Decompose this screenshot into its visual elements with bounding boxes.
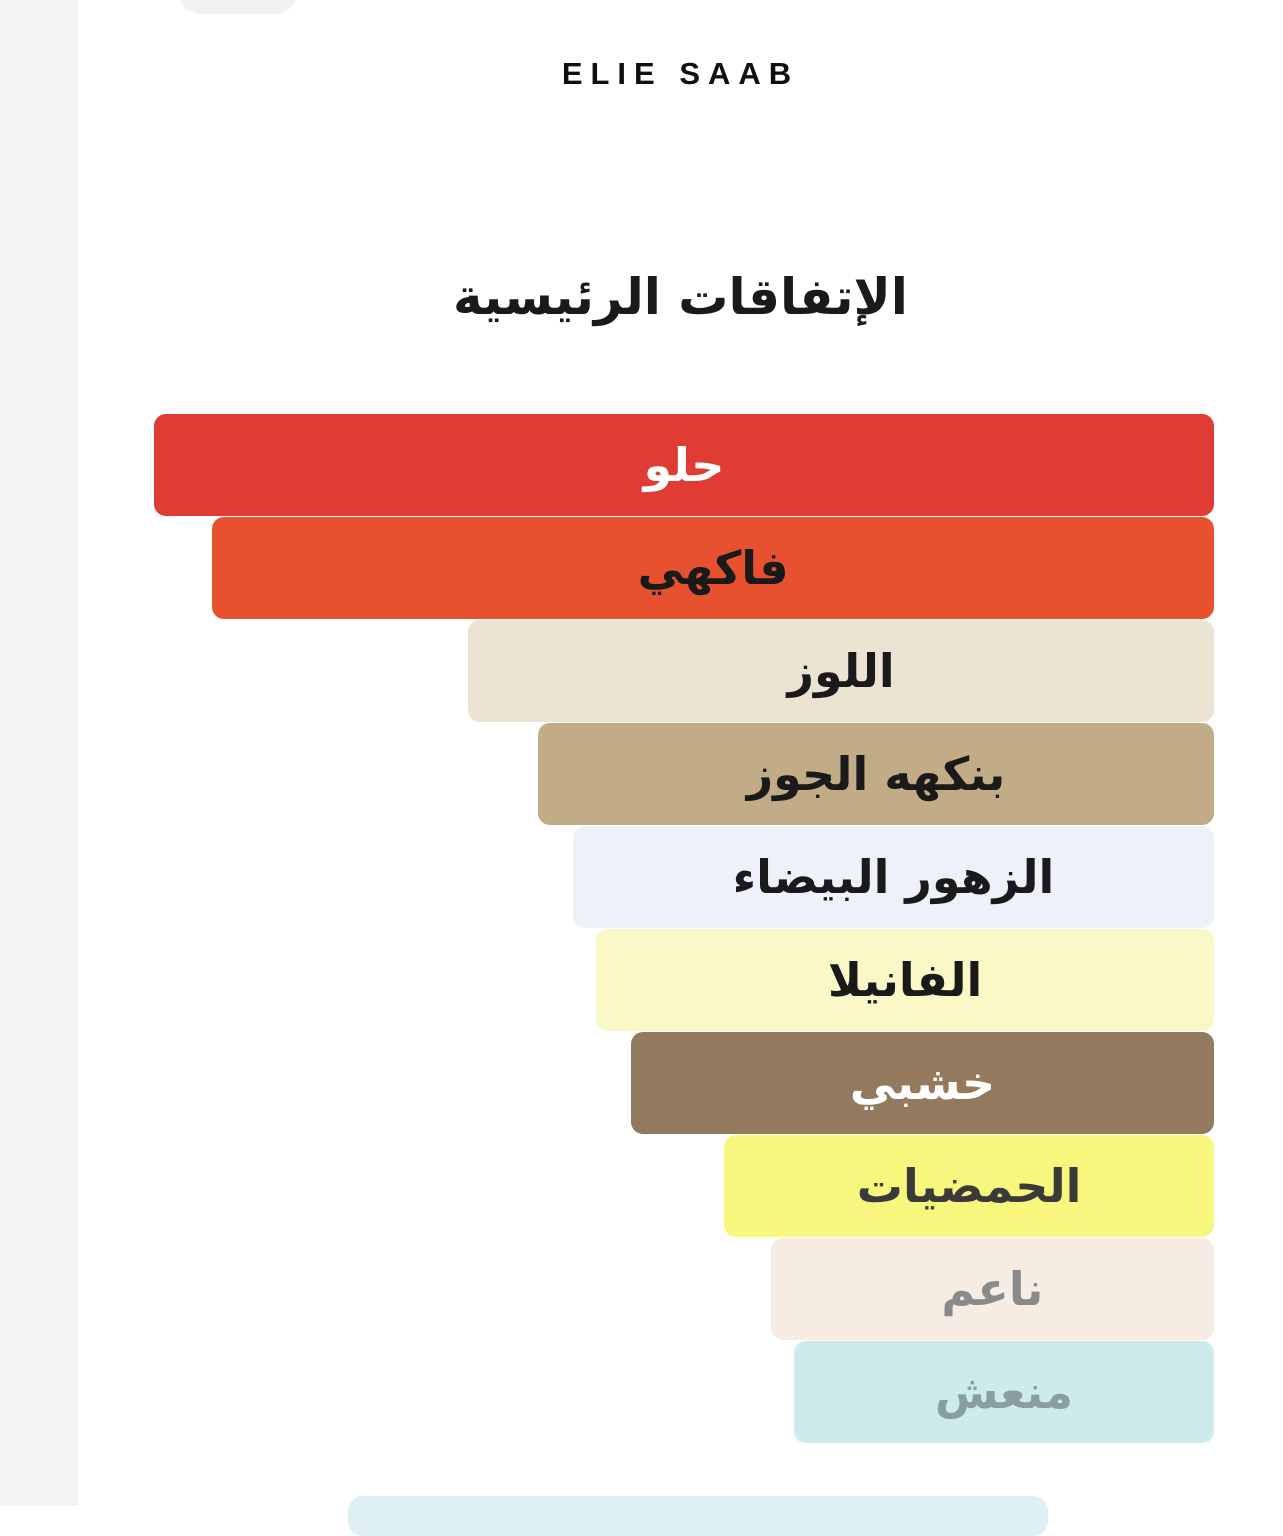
accord-bar: [631, 1032, 1214, 1134]
accord-row: [154, 517, 1214, 619]
accord-row: [154, 620, 1214, 722]
accord-row: [154, 929, 1214, 1031]
accord-label: حلو: [643, 438, 725, 492]
accord-label: الفانيلا: [827, 953, 983, 1007]
accord-label: فاكهي: [637, 541, 789, 595]
accord-label: الحمضيات: [856, 1159, 1082, 1213]
accord-bar: [724, 1135, 1214, 1237]
next-section-peek: [348, 1496, 1048, 1536]
accord-label: الزهور البيضاء: [732, 850, 1055, 904]
accord-row: [154, 1135, 1214, 1237]
top-rounded-chip: [178, 0, 298, 14]
accord-row: [154, 826, 1214, 928]
accord-label: اللوز: [787, 644, 895, 698]
accord-row: [154, 723, 1214, 825]
accord-row: [154, 414, 1214, 516]
accord-bar: [573, 826, 1214, 928]
accord-bar: [538, 723, 1214, 825]
accord-bar: [596, 929, 1214, 1031]
accord-row: [154, 1341, 1214, 1443]
accord-bar: [212, 517, 1214, 619]
accord-row: [154, 1238, 1214, 1340]
accord-label: بنكهه الجوز: [746, 747, 1006, 801]
accord-label: منعش: [934, 1365, 1074, 1419]
page-title: الإتفاقات الرئيسية: [453, 268, 908, 326]
accord-label: خشبي: [849, 1056, 996, 1110]
main-accords-chart: [154, 414, 1214, 1444]
accord-bar: [771, 1238, 1214, 1340]
brand-wordmark: ELIE SAAB: [561, 56, 800, 91]
accord-label: ناعم: [941, 1262, 1044, 1316]
accord-row: [154, 1032, 1214, 1134]
accord-bar: [154, 414, 1214, 516]
accord-bar: [468, 620, 1214, 722]
app-canvas: [78, 0, 1283, 1506]
accord-bar: [794, 1341, 1214, 1443]
page-gutter: [0, 0, 79, 1506]
